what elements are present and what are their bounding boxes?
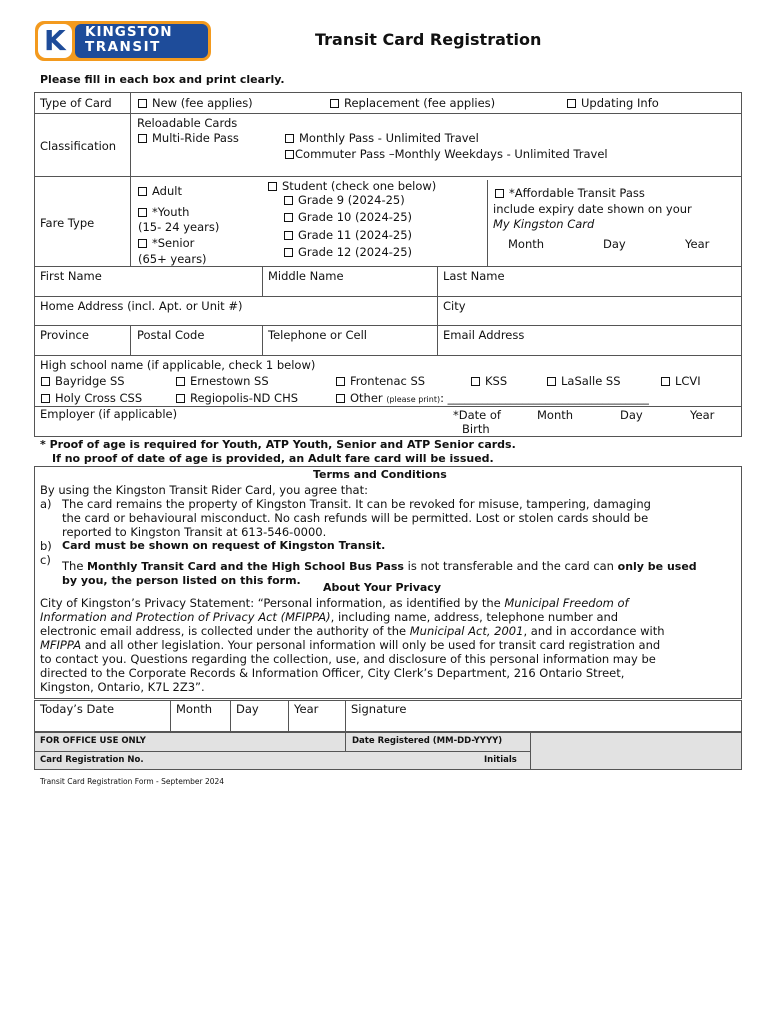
school-other-checkbox[interactable]: Other (please print): ___________________________________ (336, 391, 649, 407)
card-type-updating-checkbox[interactable]: Updating Info (567, 96, 659, 110)
signature-field[interactable]: Signature (351, 702, 407, 716)
card-type-replacement-checkbox[interactable]: Replacement (fee applies) (330, 96, 495, 110)
grade-9-checkbox[interactable]: Grade 9 (2024-25) (284, 193, 405, 207)
dob-year-label: Year (690, 408, 715, 422)
reloadable-cards-heading: Reloadable Cards (137, 116, 238, 130)
commuter-pass-checkbox[interactable]: Commuter Pass –Monthly Weekdays - Unlimited Travel (285, 147, 608, 161)
terms-intro: By using the Kingston Transit Rider Card, you agree that: (40, 483, 368, 497)
atp-expiry-text: include expiry date shown on your (493, 202, 692, 216)
checkbox-icon (138, 208, 147, 217)
terms-heading: Terms and Conditions (313, 468, 447, 481)
checkbox-icon (330, 99, 339, 108)
terms-a-line2: the card or behavioural misconduct. No cash refunds will be permitted. Lost or stolen cards should be (62, 511, 649, 525)
province-field[interactable]: Province (40, 328, 89, 342)
todays-month-field[interactable]: Month (176, 702, 213, 716)
initials-label: Initials (484, 755, 517, 765)
multi-ride-checkbox[interactable]: Multi-Ride Pass (138, 131, 239, 145)
instruction-text: Please fill in each box and print clearly. (40, 73, 285, 86)
proof-of-age-line2: If no proof of date of age is provided, an Adult fare card will be issued. (52, 452, 494, 465)
date-registered-label: Date Registered (MM-DD-YYYY) (352, 736, 503, 746)
dob-day-label: Day (620, 408, 643, 422)
last-name-field[interactable]: Last Name (443, 269, 505, 283)
checkbox-icon (336, 394, 345, 403)
postal-code-field[interactable]: Postal Code (137, 328, 205, 342)
adult-checkbox[interactable]: Adult (138, 184, 182, 198)
card-registration-number-label: Card Registration No. (40, 755, 144, 765)
city-field[interactable]: City (443, 299, 466, 313)
privacy-heading: About Your Privacy (323, 581, 442, 594)
privacy-line5: to contact you. Questions regarding the collection, use, and disclosure of this personal information may be (40, 652, 656, 666)
email-field[interactable]: Email Address (443, 328, 525, 342)
grade-10-checkbox[interactable]: Grade 10 (2024-25) (284, 210, 412, 224)
checkbox-icon (41, 394, 50, 403)
terms-b-marker: b) (40, 539, 52, 553)
checkbox-icon (336, 377, 345, 386)
classification-label: Classification (40, 139, 117, 153)
checkbox-icon (661, 377, 670, 386)
page-title: Transit Card Registration (315, 30, 542, 49)
school-frontenac-checkbox[interactable]: Frontenac SS (336, 374, 425, 388)
youth-checkbox[interactable]: *Youth (138, 205, 189, 219)
todays-date-label: Today’s Date (40, 702, 115, 716)
terms-c-line1: The Monthly Transit Card and the High School Bus Pass is not transferable and the card can only be used (62, 559, 697, 573)
atp-checkbox[interactable]: *Affordable Transit Pass (495, 186, 645, 200)
other-school-line[interactable]: : ___________________________________ (440, 391, 649, 405)
employer-field[interactable]: Employer (if applicable) (40, 407, 178, 421)
terms-a-line1: The card remains the property of Kingston Transit. It can be revoked for misuse, tampering, damaging (62, 497, 651, 511)
checkbox-icon (284, 213, 293, 222)
terms-b-line: Card must be shown on request of Kingston Transit. (62, 539, 386, 552)
home-address-field[interactable]: Home Address (incl. Apt. or Unit #) (40, 299, 243, 313)
please-print-note: (please print) (386, 395, 441, 404)
privacy-line2: Information and Protection of Privacy Act (MFIPPA), including name, address, telephone number and (40, 610, 619, 624)
monthly-pass-checkbox[interactable]: Monthly Pass - Unlimited Travel (285, 131, 479, 145)
privacy-line7: Kingston, Ontario, K7L 2Z3”. (40, 680, 205, 694)
checkbox-icon (41, 377, 50, 386)
checkbox-icon (567, 99, 576, 108)
senior-range: (65+ years) (138, 252, 207, 266)
checkbox-icon (138, 99, 147, 108)
logo-line2: TRANSIT (85, 39, 161, 55)
student-checkbox[interactable]: Student (check one below) (268, 179, 436, 193)
youth-range: (15- 24 years) (138, 220, 220, 234)
terms-a-line3: reported to Kingston Transit at 613-546-0000. (62, 525, 327, 539)
kingston-transit-logo (35, 21, 211, 61)
atp-card-name: My Kingston Card (493, 217, 595, 231)
card-type-new-checkbox[interactable]: New (fee applies) (138, 96, 253, 110)
atp-month-label: Month (508, 237, 545, 251)
school-bayridge-checkbox[interactable]: Bayridge SS (41, 374, 125, 388)
terms-c-line2: by you, the person listed on this form. (62, 574, 301, 587)
checkbox-icon (138, 239, 147, 248)
privacy-line4: MFIPPA and all other legislation. Your personal information will only be used for transit card registration and (40, 638, 661, 652)
school-kss-checkbox[interactable]: KSS (471, 374, 507, 388)
dob-month-label: Month (537, 408, 574, 422)
form-footer: Transit Card Registration Form - September 2024 (40, 777, 225, 786)
atp-year-label: Year (685, 237, 710, 251)
atp-day-label: Day (603, 237, 626, 251)
school-lasalle-checkbox[interactable]: LaSalle SS (547, 374, 621, 388)
telephone-field[interactable]: Telephone or Cell (268, 328, 367, 342)
checkbox-icon (285, 150, 294, 159)
card-type-label: Type of Card (40, 96, 112, 110)
checkbox-icon (138, 134, 147, 143)
logo-letter: K (44, 24, 66, 57)
checkbox-icon (495, 189, 504, 198)
checkbox-icon (284, 196, 293, 205)
privacy-line1: City of Kingston’s Privacy Statement: “Personal information, as identified by the Municipal Freedom of (40, 596, 629, 610)
checkbox-icon (138, 187, 147, 196)
checkbox-icon (471, 377, 480, 386)
dob-label-line2: Birth (462, 422, 490, 436)
school-ernestown-checkbox[interactable]: Ernestown SS (176, 374, 269, 388)
school-regiopolis-checkbox[interactable]: Regiopolis-ND CHS (176, 391, 298, 405)
checkbox-icon (176, 377, 185, 386)
school-lcvi-checkbox[interactable]: LCVI (661, 374, 701, 388)
privacy-line3: electronic email address, is collected under the authority of the Municipal Act, 2001, and in accordance with (40, 624, 665, 638)
checkbox-icon (176, 394, 185, 403)
checkbox-icon (268, 182, 277, 191)
high-school-label: High school name (if applicable, check 1 below) (40, 358, 316, 372)
checkbox-icon (547, 377, 556, 386)
checkbox-icon (284, 231, 293, 240)
logo-line1: KINGSTON (85, 24, 173, 40)
proof-of-age-line1: * Proof of age is required for Youth, ATP Youth, Senior and ATP Senior cards. (40, 438, 516, 451)
atp-box (487, 180, 488, 266)
grade-11-checkbox[interactable]: Grade 11 (2024-25) (284, 228, 412, 242)
fare-type-label: Fare Type (40, 216, 95, 230)
privacy-line6: directed to the Corporate Records & Information Officer, City Clerk’s Department, 216 Ontario Street, (40, 666, 625, 680)
terms-c-marker: c) (40, 553, 51, 567)
todays-year-field[interactable]: Year (294, 702, 319, 716)
first-name-field[interactable]: First Name (40, 269, 102, 283)
school-holy-cross-checkbox[interactable]: Holy Cross CSS (41, 391, 142, 405)
dob-label-line1: *Date of (453, 408, 501, 422)
grade-12-checkbox[interactable]: Grade 12 (2024-25) (284, 245, 412, 259)
checkbox-icon (285, 134, 294, 143)
checkbox-icon (284, 248, 293, 257)
todays-day-field[interactable]: Day (236, 702, 259, 716)
senior-checkbox[interactable]: *Senior (138, 236, 194, 250)
office-use-label: FOR OFFICE USE ONLY (40, 736, 146, 746)
terms-a-marker: a) (40, 497, 52, 511)
middle-name-field[interactable]: Middle Name (268, 269, 344, 283)
